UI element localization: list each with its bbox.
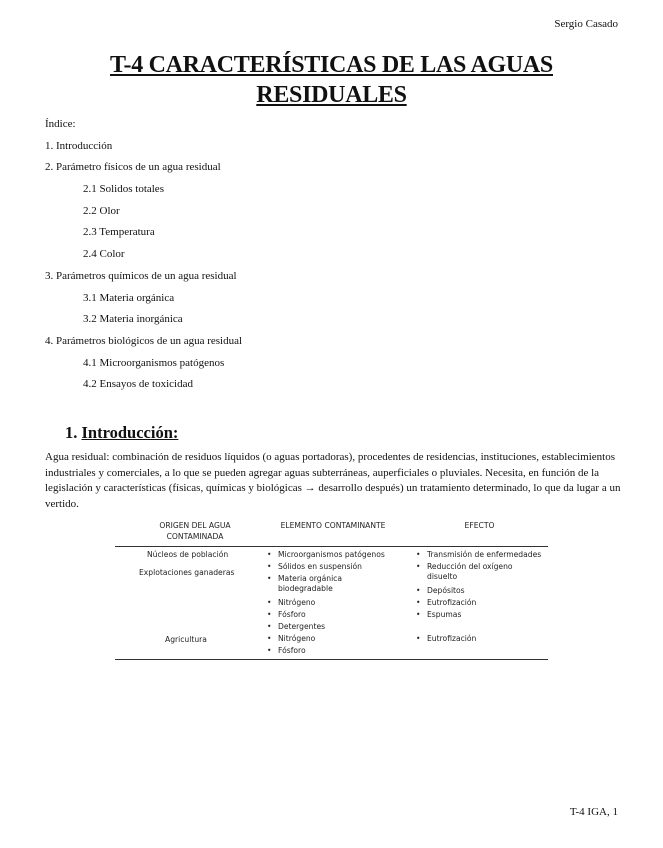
table-contaminant-item: • Fósforo <box>278 646 306 656</box>
toc-subitem: 2.3 Temperatura <box>83 226 155 239</box>
toc-item: 4. Parámetros biológicos de un agua residual <box>45 334 243 347</box>
toc-subitem: 2.1 Solidos totales <box>83 183 164 196</box>
table-origin-cell: Núcleos de población <box>147 550 229 559</box>
table-contaminant-item: • Fósforo <box>278 610 306 620</box>
toc-subitem: 4.2 Ensayos de toxicidad <box>83 378 193 391</box>
table-contaminant-item: • Detergentes <box>278 622 325 632</box>
section-heading <box>65 423 178 443</box>
toc-subitem: 3.2 Materia inorgánica <box>83 313 183 326</box>
toc-item: 1. Introducción <box>45 139 113 152</box>
toc-label: Índice: <box>45 118 76 130</box>
section-number: 1. <box>65 423 78 442</box>
toc-subitem: 3.1 Materia orgánica <box>83 291 175 304</box>
table-contaminant-item: • Microorganismos patógenos <box>278 550 385 560</box>
table-contaminant-item: • Nitrógeno <box>278 598 315 608</box>
toc-subitem: 2.4 Color <box>83 248 125 261</box>
table-contaminant-item: • Nitrógeno <box>278 634 315 644</box>
table-effect-item: • Reducción del oxígeno disuelto <box>427 562 542 582</box>
page-footer: T-4 IGA, 1 <box>569 806 618 818</box>
table-header-origin: ORIGEN DEL AGUA CONTAMINADA <box>159 521 231 541</box>
author-name: Sergio Casado <box>554 18 618 30</box>
table-effect-item: • Eutrofización <box>427 598 476 608</box>
table-effect-item: • Eutrofización <box>427 634 476 644</box>
toc-item: 2. Parámetro físicos de un agua residual <box>45 161 221 174</box>
table-effect-item: • Espumas <box>427 610 461 620</box>
toc-subitem: 2.2 Olor <box>83 204 120 217</box>
table-effect-item: • Depósitos <box>427 586 465 596</box>
toc-item: 3. Parámetros químicos de un agua residual <box>45 269 237 282</box>
section-title: Introducción: <box>81 423 179 442</box>
table-header-divider <box>115 546 548 547</box>
table-header-effect: EFECTO <box>464 521 495 530</box>
table-header-contaminant: ELEMENTO CONTAMINANTE <box>280 521 386 530</box>
table-origin-cell: Explotaciones ganaderas <box>139 568 235 577</box>
table-contaminant-item: • Materia orgánica biodegradable <box>278 574 378 594</box>
table-of-contents <box>45 118 618 400</box>
table-effect-item: • Transmisión de enfermedades <box>427 550 541 560</box>
table-bottom-border <box>115 659 548 660</box>
contamination-table <box>115 518 548 662</box>
toc-subitem: 4.1 Microorganismos patógenos <box>83 356 225 369</box>
document-title: T-4 CARACTERÍSTICAS DE LAS AGUAS RESIDUALES <box>110 52 553 108</box>
intro-paragraph: Agua residual: combinación de residuos líquidos (o aguas portadoras), procedentes de residencias, instituciones, establecimientos industriales y comerciales, a lo que se pueden agregar aguas subterráneas, auperficiales o pluviales. Necesita, en función de la legislación y características (físicas, químicas y biológicas → desarrollo después) un tratamiento determinado, lo que da lugar a un vertido. <box>45 451 621 510</box>
table-origin-cell: Agricultura <box>165 635 207 644</box>
table-contaminant-item: • Sólidos en suspensión <box>278 562 362 572</box>
